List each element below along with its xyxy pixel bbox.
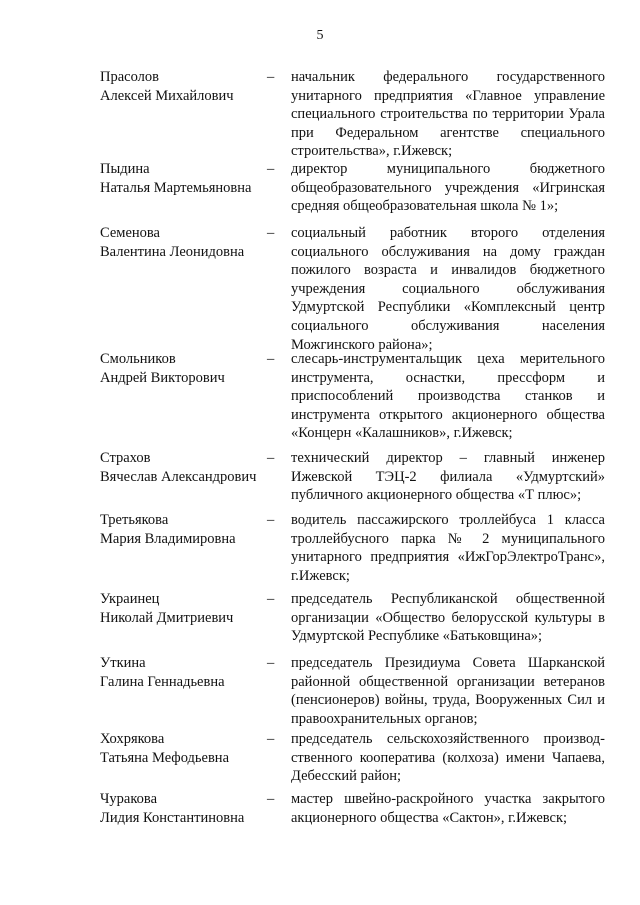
surname: Прасолов — [100, 69, 159, 85]
position-description: председатель сельскохозяйственного производ-ственного кооператива (колхоза) имени Чапаева, Дебесский район; — [291, 731, 605, 785]
person-name — [100, 790, 270, 828]
surname: Чуракова — [100, 791, 158, 807]
person-name — [100, 590, 270, 628]
list-item — [0, 730, 640, 785]
given-name: Татьяна Мефодьевна — [100, 750, 230, 766]
position-description: директор муниципального бюджетного общеобразовательного учреждения «Игринская средняя общеобразовательная школа № 1»; — [291, 161, 605, 215]
surname: Хохрякова — [100, 731, 165, 747]
list-item — [0, 160, 640, 215]
surname: Украинец — [100, 591, 160, 607]
surname: Третьякова — [100, 512, 169, 528]
given-name: Мария Владимировна — [100, 531, 236, 547]
position-description: мастер швейно-раскройного участка закрытого акционерного общества «Сактон», г.Ижевск; — [291, 791, 605, 826]
person-name — [100, 350, 270, 388]
list-item — [0, 590, 640, 645]
surname: Страхов — [100, 450, 151, 466]
position-description: водитель пассажирского троллейбуса 1 класса троллейбусного парка № 2 муниципального унитарного предприятия «ИжГорЭлектроТранс», г.Ижевск; — [291, 512, 605, 584]
person-name — [100, 224, 270, 262]
given-name: Андрей Викторович — [100, 370, 225, 386]
surname: Семенова — [100, 225, 160, 241]
list-item — [0, 511, 640, 584]
person-name — [100, 654, 270, 692]
given-name: Галина Геннадьевна — [100, 674, 225, 690]
page-number: 5 — [316, 28, 324, 43]
list-item — [0, 224, 640, 353]
list-item — [0, 350, 640, 442]
given-name: Алексей Михайлович — [100, 88, 234, 104]
dash-separator: – — [267, 791, 275, 807]
given-name: Валентина Леонидовна — [100, 244, 245, 260]
given-name: Николай Дмитриевич — [100, 610, 234, 626]
position-description: технический директор – главный инженер Ижевской ТЭЦ-2 филиала «Удмуртский» публичного акционерного общества «Т плюс»; — [291, 450, 605, 504]
given-name: Вячеслав Александрович — [100, 469, 257, 485]
person-name — [100, 730, 270, 768]
dash-separator: – — [267, 591, 275, 607]
list-item — [0, 790, 640, 826]
given-name: Наталья Мартемьяновна — [100, 180, 252, 196]
position-description: председатель Президиума Совета Шарканской районной общественной организации ветеранов (пенсионеров) войны, труда, Вооруженных Сил и правоохранительных органов; — [291, 655, 605, 727]
position-description: социальный работник второго отделения социального обслуживания на дому граждан пожилого возраста и инвалидов бюджетного учреждения социального обслуживания Удмуртской Республики «Комплексный центр социального обслуживания населения Можгинского района»; — [291, 225, 605, 353]
dash-separator: – — [267, 731, 275, 747]
person-name — [100, 449, 270, 487]
surname: Пыдина — [100, 161, 150, 177]
list-item — [0, 68, 640, 160]
dash-separator: – — [267, 69, 275, 85]
person-name — [100, 68, 270, 106]
dash-separator: – — [267, 351, 275, 367]
person-name — [100, 511, 270, 549]
list-item — [0, 654, 640, 727]
dash-separator: – — [267, 655, 275, 671]
position-description: председатель Республиканской общественной организации «Общество белорусской культуры в Удмуртской Республике «Батьковщина»; — [291, 591, 605, 645]
surname: Смольников — [100, 351, 176, 367]
dash-separator: – — [267, 512, 275, 528]
list-item — [0, 449, 640, 504]
position-description: начальник федерального государственного унитарного предприятия «Главное управление специального строительства по территории Урала при Федеральном агентстве специального строительства», г.Ижевск; — [291, 69, 605, 160]
given-name: Лидия Константиновна — [100, 810, 245, 826]
dash-separator: – — [267, 225, 275, 241]
position-description: слесарь-инструментальщик цеха мерительного инструмента, оснастки, прессформ и приспособлений производства станков и инструмента открытого акционерного общества «Концерн «Калашников», г.Ижевск; — [291, 351, 605, 442]
surname: Уткина — [100, 655, 146, 671]
dash-separator: – — [267, 450, 275, 466]
person-name — [100, 160, 270, 198]
dash-separator: – — [267, 161, 275, 177]
